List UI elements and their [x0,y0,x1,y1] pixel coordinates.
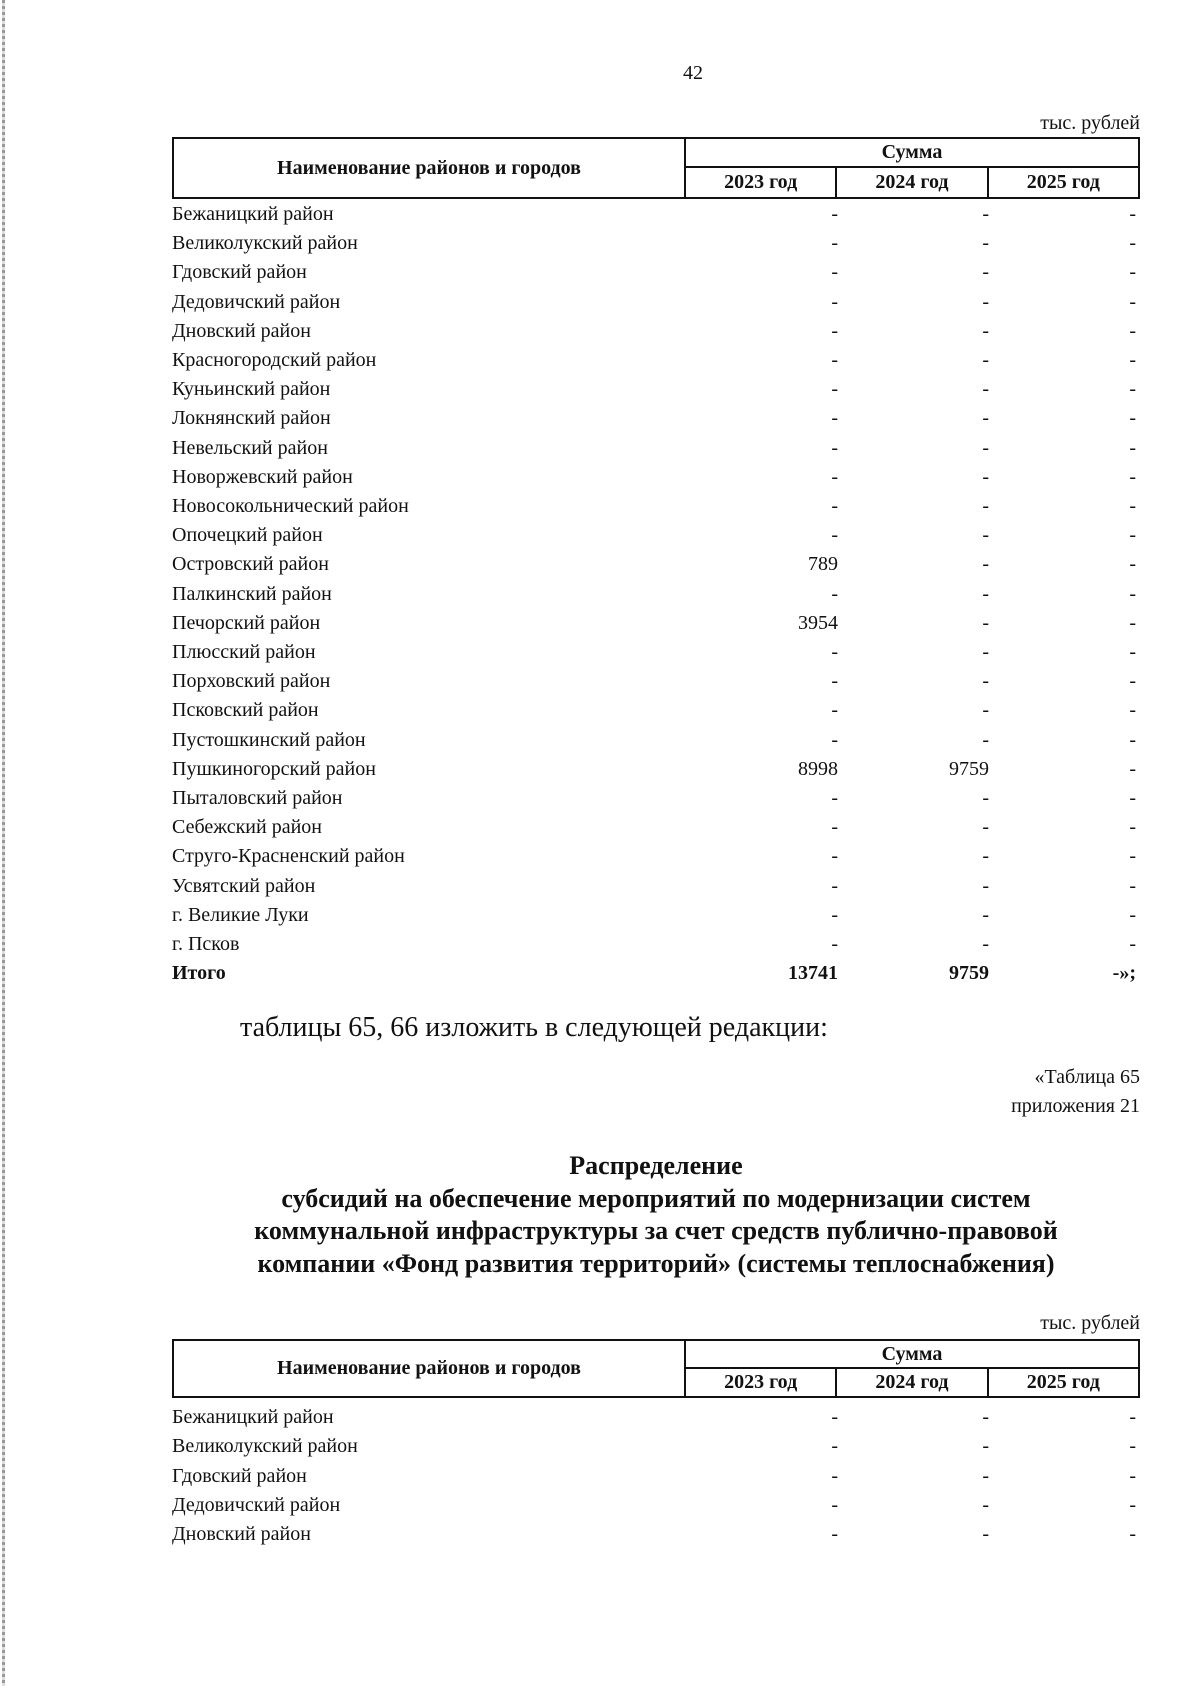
value-2023: - [831,1493,838,1516]
value-2023: - [831,816,838,839]
table-row [172,232,1140,261]
section-title [172,1150,1140,1280]
district-name: Новоржевский район [172,465,353,488]
table-row [172,320,1140,349]
value-2024: - [982,290,989,313]
district-name: Куньинский район [172,378,331,401]
table-row [172,261,1140,290]
value-2025: - [1129,728,1136,751]
value-2023: - [831,641,838,663]
value-2024: - [982,407,989,430]
table-row [172,729,1140,758]
value-2024: - [982,641,989,663]
value-2023: - [831,436,838,459]
table-row [172,758,1140,787]
value-2025: - [1129,407,1136,430]
value-2023: - [831,1406,838,1428]
value-2024: - [982,845,989,868]
value-2023: - [831,290,838,313]
table-row [172,378,1140,407]
value-2025: - [1129,203,1136,225]
col-header-sum: Сумма [685,138,1139,167]
value-2024: 9759 [949,757,989,780]
value-2025: - [1129,757,1136,780]
district-name: Псковский район [172,699,319,722]
table-row [172,291,1140,320]
table1-units: тыс. рублей [1040,112,1140,134]
value-2025: - [1129,874,1136,897]
table-row [172,612,1140,641]
value-2025: - [1129,641,1136,663]
value-2023: - [831,378,838,401]
value-2023: - [831,319,838,342]
district-name: Дновский район [172,1523,311,1546]
table-row [172,349,1140,378]
district-name: Бежаницкий район [172,1406,334,1428]
value-2025: - [1129,465,1136,488]
value-2023: - [831,495,838,517]
col-header-2025: 2025 год [988,1368,1139,1397]
table2-header [172,1339,1140,1398]
table-row [172,553,1140,582]
col-header-2023: 2023 год [685,1368,836,1397]
value-2023: 3954 [798,611,838,634]
value-2024: - [982,261,989,284]
value-2025: - [1129,787,1136,809]
value-2024: - [982,1435,989,1458]
value-2023: - [831,874,838,897]
value-2025: - [1129,816,1136,839]
district-name: Струго-Красненский район [172,845,405,868]
district-name: Дновский район [172,319,311,342]
table-row [172,699,1140,728]
value-2023: 8998 [798,757,838,780]
table-row [172,1523,1140,1552]
district-name: Островский район [172,553,329,576]
value-2023: - [831,845,838,868]
value-2025: - [1129,495,1136,517]
value-2023: - [831,203,838,225]
district-name: Пустошкинский район [172,728,366,751]
value-2024: - [982,787,989,809]
value-2023: - [831,1523,838,1546]
title-line: коммунальной инфраструктуры за счет средств публично-правовой [254,1216,1058,1245]
scan-edge [2,0,5,1686]
table-row [172,437,1140,466]
table-row [172,203,1140,232]
table-row [172,466,1140,495]
district-name: Бежаницкий район [172,203,334,225]
value-2025: - [1129,553,1136,576]
district-name: Великолукский район [172,232,358,255]
table-row [172,1494,1140,1523]
col-header-2023: 2023 год [685,167,836,198]
value-2025: - [1129,933,1136,955]
district-name: Невельский район [172,436,328,459]
value-2024: - [982,728,989,751]
value-2025: - [1129,611,1136,634]
district-name: Локнянский район [172,407,331,430]
value-2024: - [982,524,989,547]
table2-units: тыс. рублей [1040,1312,1140,1334]
value-2025: -»; [1112,962,1136,985]
value-2024: - [982,465,989,488]
value-2024: - [982,933,989,955]
title-line: субсидий на обеспечение мероприятий по модернизации систем [281,1183,1031,1213]
value-2025: - [1129,845,1136,868]
value-2023: - [831,903,838,926]
value-2023: - [831,232,838,255]
value-2024: - [982,582,989,605]
value-2024: - [982,378,989,401]
table-row [172,1406,1140,1435]
value-2024: - [982,436,989,459]
value-2025: - [1129,1406,1136,1428]
value-2023: 13741 [788,962,838,985]
district-name: Великолукский район [172,1435,358,1458]
value-2025: - [1129,1523,1136,1546]
table-row [172,1435,1140,1464]
table-row [172,933,1140,962]
value-2023: - [831,1464,838,1487]
col-header-name: Наименование районов и городов [173,138,685,198]
value-2025: - [1129,436,1136,459]
value-2024: - [982,670,989,693]
table-row [172,641,1140,670]
value-2023: - [831,787,838,809]
total-label: Итого [172,962,226,985]
page-number: 42 [683,62,703,84]
value-2023: - [831,261,838,284]
district-name: Гдовский район [172,1464,307,1487]
table-row [172,524,1140,553]
district-name: г. Псков [172,933,240,955]
district-name: Опочецкий район [172,524,323,547]
value-2025: - [1129,524,1136,547]
value-2024: - [982,319,989,342]
district-name: Красногородский район [172,349,377,371]
total-row [172,962,1140,991]
district-name: Палкинский район [172,582,332,605]
district-name: Гдовский район [172,261,307,284]
value-2024: 9759 [949,962,989,985]
value-2025: - [1129,378,1136,401]
col-header-2024: 2024 год [836,1368,987,1397]
col-header-2024: 2024 год [836,167,987,198]
table-row [172,875,1140,904]
table-ref-line1: «Таблица 65 [1034,1066,1140,1088]
district-name: Усвятский район [172,874,316,897]
value-2024: - [982,1406,989,1428]
table-row [172,816,1140,845]
table1-header [172,137,1140,199]
table-row [172,904,1140,933]
district-name: г. Великие Луки [172,903,309,926]
district-name: Пушкиногорский район [172,757,376,780]
value-2024: - [982,232,989,255]
value-2023: - [831,465,838,488]
value-2025: - [1129,232,1136,255]
value-2023: - [831,933,838,955]
value-2025: - [1129,349,1136,371]
value-2024: - [982,1493,989,1516]
title-line: компании «Фонд развития территорий» (системы теплоснабжения) [257,1248,1055,1278]
table-row [172,495,1140,524]
table-row [172,583,1140,612]
value-2024: - [982,1464,989,1487]
value-2023: - [831,349,838,371]
value-2023: 789 [808,553,838,576]
value-2024: - [982,699,989,722]
district-name: Дедовичский район [172,1493,341,1516]
district-name: Дедовичский район [172,290,341,313]
value-2023: - [831,670,838,693]
value-2025: - [1129,670,1136,693]
instruction-text: таблицы 65, 66 изложить в следующей редакции: [240,1012,828,1043]
table-row [172,787,1140,816]
value-2025: - [1129,1493,1136,1516]
value-2024: - [982,1523,989,1546]
col-header-sum: Сумма [685,1340,1139,1368]
title-line: Распределение [569,1151,743,1180]
value-2025: - [1129,1464,1136,1487]
value-2023: - [831,582,838,605]
col-header-name: Наименование районов и городов [173,1340,685,1397]
district-name: Печорский район [172,611,321,634]
district-name: Себежский район [172,816,322,839]
value-2024: - [982,495,989,517]
district-name: Пыталовский район [172,787,343,809]
district-name: Плюсский район [172,641,316,663]
value-2024: - [982,611,989,634]
table-row [172,1465,1140,1494]
value-2023: - [831,1435,838,1458]
value-2025: - [1129,319,1136,342]
district-name: Порховский район [172,670,331,693]
value-2024: - [982,874,989,897]
value-2024: - [982,903,989,926]
value-2025: - [1129,1435,1136,1458]
value-2024: - [982,816,989,839]
value-2024: - [982,203,989,225]
value-2023: - [831,728,838,751]
value-2025: - [1129,290,1136,313]
value-2025: - [1129,903,1136,926]
table-row [172,407,1140,436]
value-2025: - [1129,699,1136,722]
value-2023: - [831,524,838,547]
district-name: Новосокольнический район [172,495,409,517]
value-2025: - [1129,582,1136,605]
table-ref-line2: приложения 21 [1011,1095,1140,1117]
value-2024: - [982,349,989,371]
value-2025: - [1129,261,1136,284]
col-header-2025: 2025 год [988,167,1139,198]
table-row [172,845,1140,874]
value-2023: - [831,407,838,430]
table-row [172,670,1140,699]
value-2023: - [831,699,838,722]
value-2024: - [982,553,989,576]
